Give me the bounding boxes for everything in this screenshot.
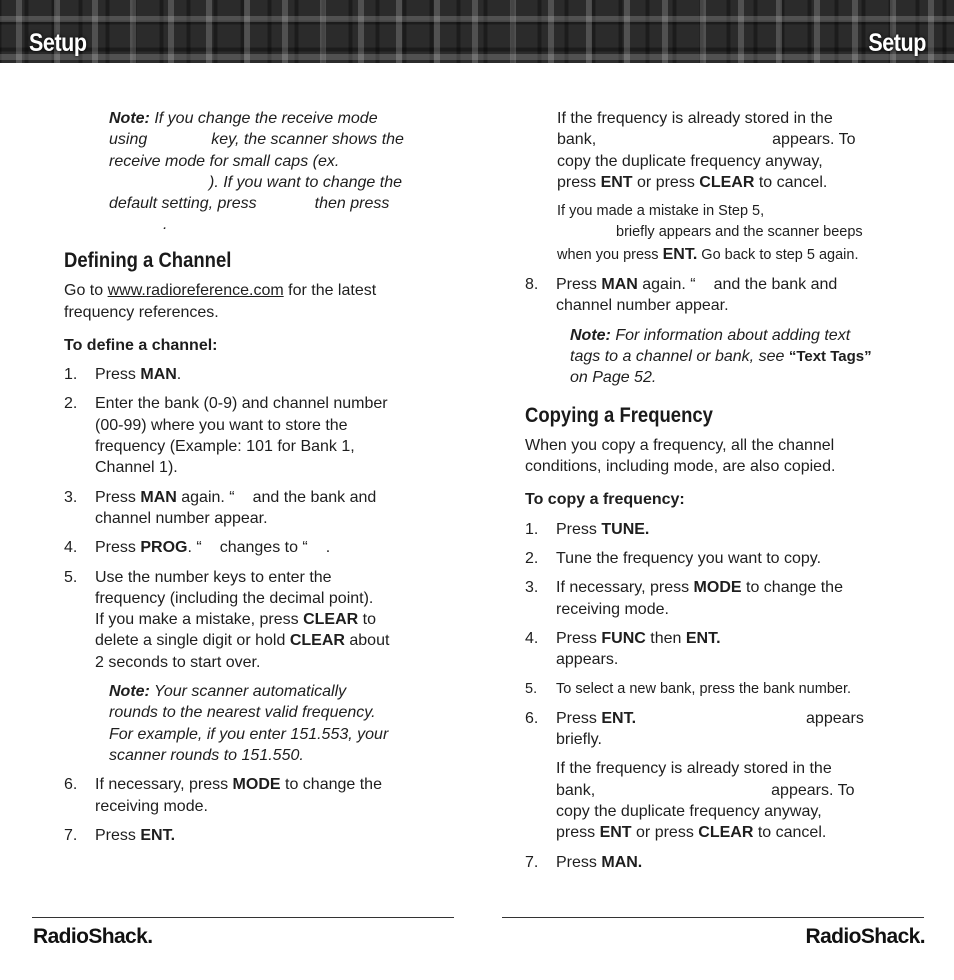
step-number: 1. bbox=[525, 520, 539, 538]
step-text: appears bbox=[806, 709, 864, 727]
step-number: 2. bbox=[64, 395, 78, 413]
step-text: 2 seconds to start over. bbox=[95, 653, 261, 671]
key-name: CLEAR bbox=[698, 824, 754, 842]
note-text: receive mode for small caps (ex. bbox=[109, 152, 340, 170]
body-text: appears. To bbox=[772, 131, 856, 149]
step-number: 8. bbox=[525, 276, 539, 294]
list-item bbox=[64, 393, 434, 478]
list-item bbox=[64, 487, 434, 530]
step-number: 3. bbox=[64, 488, 78, 506]
step-text: To select a new bank, press the bank number. bbox=[556, 680, 852, 697]
step-text: (00-99) where you want to store the bbox=[95, 416, 348, 434]
body-text: press bbox=[557, 173, 597, 191]
step-text: again. “ bbox=[181, 488, 235, 506]
page-title-left: Setup bbox=[29, 29, 87, 57]
body-text: press bbox=[556, 824, 596, 842]
note-text: then press bbox=[314, 195, 390, 213]
key-name: CLEAR bbox=[289, 632, 345, 650]
step-number: 5. bbox=[64, 568, 78, 586]
note-label: Note: bbox=[109, 683, 150, 701]
list-item bbox=[64, 537, 434, 558]
step-text: Press bbox=[95, 366, 136, 384]
step-number: 1. bbox=[64, 366, 78, 384]
key-name: MAN bbox=[140, 366, 177, 384]
step-text: frequency (Example: 101 for Bank 1, bbox=[95, 438, 355, 456]
key-name: PROG bbox=[140, 539, 188, 557]
intro-text: conditions, including mode, are also copied. bbox=[525, 458, 836, 476]
step-text: to bbox=[362, 611, 376, 629]
step-number: 4. bbox=[525, 629, 539, 647]
continuation-block bbox=[556, 758, 905, 843]
header-banner bbox=[0, 0, 954, 63]
key-name: ENT bbox=[599, 824, 632, 842]
step-text: to change the bbox=[746, 579, 843, 597]
key-name: ENT. bbox=[662, 245, 698, 263]
right-column bbox=[525, 108, 905, 873]
step-text: briefly. bbox=[556, 731, 602, 749]
step-text: channel number appear. bbox=[95, 509, 268, 527]
step-text: If necessary, press bbox=[95, 776, 229, 794]
step-number: 7. bbox=[64, 826, 78, 844]
key-name: CLEAR bbox=[699, 173, 755, 191]
step-text: about bbox=[349, 632, 390, 650]
step-text: to change the bbox=[285, 776, 382, 794]
body-text: If the frequency is already stored in the bbox=[557, 110, 833, 127]
step-text: Press bbox=[556, 853, 597, 871]
intro-text: frequency references. bbox=[64, 303, 219, 321]
body-text: when you press bbox=[557, 246, 659, 263]
step-text: . “ bbox=[187, 539, 202, 557]
step-number: 7. bbox=[525, 853, 539, 871]
left-note-block bbox=[109, 108, 439, 236]
body-text: bank, bbox=[557, 131, 597, 149]
key-name: ENT. bbox=[140, 826, 176, 844]
step-text: receiving mode. bbox=[556, 600, 669, 618]
step-text: Tune the frequency you want to copy. bbox=[556, 550, 822, 568]
list-item bbox=[525, 679, 905, 700]
step-text: Use the number keys to enter the bbox=[95, 568, 332, 586]
list-item bbox=[525, 852, 905, 873]
body-text: copy the duplicate frequency anyway, bbox=[557, 152, 823, 170]
step-number: 6. bbox=[525, 709, 539, 727]
key-name: MODE bbox=[232, 776, 281, 794]
note-label: Note: bbox=[570, 326, 611, 344]
key-name: CLEAR bbox=[303, 611, 359, 629]
note-block bbox=[556, 325, 905, 389]
continuation-block bbox=[525, 108, 905, 266]
step-text: . bbox=[325, 539, 331, 557]
brand-name: RadioShack bbox=[33, 925, 148, 948]
step-text: Press bbox=[556, 520, 597, 538]
note-text: rounds to the nearest valid frequency. bbox=[109, 704, 376, 722]
step-text: Press bbox=[95, 539, 136, 557]
section-heading-defining-channel: Defining a Channel bbox=[64, 249, 232, 272]
list-item bbox=[525, 577, 905, 620]
note-text: key, the scanner shows the bbox=[211, 131, 404, 149]
key-name: ENT. bbox=[685, 629, 721, 647]
step-number: 5. bbox=[525, 680, 538, 697]
list-item bbox=[64, 825, 434, 846]
step-text: Press bbox=[556, 709, 597, 727]
footer-divider-left bbox=[32, 917, 454, 918]
note-text: tags to a channel or bank, see bbox=[570, 347, 785, 365]
key-name: ENT bbox=[600, 173, 633, 191]
key-name: MAN. bbox=[601, 853, 643, 871]
note-text: on Page 52. bbox=[570, 369, 657, 387]
step-text: appears. bbox=[556, 651, 619, 669]
intro-text: Go to bbox=[64, 282, 104, 300]
brand-dot: . bbox=[919, 925, 925, 948]
step-text: channel number appear. bbox=[556, 297, 729, 315]
body-text: or press bbox=[636, 824, 694, 842]
intro-text: When you copy a frequency, all the channel bbox=[525, 436, 835, 454]
brand-dot: . bbox=[147, 925, 153, 948]
note-text: . bbox=[163, 216, 168, 234]
note-text: For information about adding text bbox=[615, 326, 851, 344]
body-text: copy the duplicate frequency anyway, bbox=[556, 803, 822, 821]
note-text: Your scanner automatically bbox=[154, 683, 347, 701]
body-text: to cancel. bbox=[757, 824, 827, 842]
step-text: . bbox=[176, 366, 182, 384]
note-text: If you change the receive mode bbox=[154, 110, 378, 127]
procedure-title: To copy a frequency: bbox=[525, 491, 685, 509]
step-text: Channel 1). bbox=[95, 459, 178, 477]
key-name: TUNE. bbox=[601, 520, 650, 538]
left-section-define bbox=[64, 250, 434, 846]
step-number: 3. bbox=[525, 579, 539, 597]
body-text: If the frequency is already stored in the bbox=[556, 760, 832, 778]
body-text: bank, bbox=[556, 781, 596, 799]
key-name: MAN bbox=[140, 488, 177, 506]
note-label: Note: bbox=[109, 110, 150, 127]
body-text: Go back to step 5 again. bbox=[701, 246, 859, 263]
step-text: Enter the bank (0-9) and channel number bbox=[95, 395, 388, 413]
step-text: frequency (including the decimal point). bbox=[95, 589, 374, 607]
key-name: MAN bbox=[601, 276, 638, 294]
step-text: Press bbox=[556, 276, 597, 294]
step-text: then bbox=[650, 629, 682, 647]
step-text: If necessary, press bbox=[556, 579, 690, 597]
footer-divider-right bbox=[502, 917, 924, 918]
note-text: default setting, press bbox=[109, 195, 257, 213]
mistake-tip bbox=[557, 201, 905, 266]
note-block bbox=[95, 681, 434, 766]
brand-name: RadioShack bbox=[805, 925, 920, 948]
step-text: changes to “ bbox=[219, 539, 308, 557]
intro-text: for the latest bbox=[288, 282, 377, 300]
list-item bbox=[525, 708, 905, 844]
list-item bbox=[64, 567, 434, 767]
body-text: appears. To bbox=[771, 781, 855, 799]
step-text: Press bbox=[95, 826, 136, 844]
list-item bbox=[525, 519, 905, 540]
step-text: Press bbox=[556, 629, 597, 647]
body-text: to cancel. bbox=[758, 173, 828, 191]
list-item bbox=[525, 274, 905, 388]
page-title-right: Setup bbox=[868, 29, 926, 57]
step-text: delete a single digit or hold bbox=[95, 632, 286, 650]
section-heading-copying-frequency: Copying a Frequency bbox=[525, 403, 713, 427]
list-item bbox=[64, 774, 434, 817]
radioshack-logo-right bbox=[806, 925, 925, 949]
step-text: and the bank and bbox=[252, 488, 377, 506]
note-text: using bbox=[109, 131, 148, 149]
radioreference-link[interactable]: www.radioreference.com bbox=[107, 282, 284, 300]
body-text: or press bbox=[637, 173, 695, 191]
step-number: 2. bbox=[525, 550, 539, 568]
list-item bbox=[525, 628, 905, 671]
key-name: ENT. bbox=[601, 709, 637, 727]
body-text: briefly appears and the scanner beeps bbox=[616, 224, 863, 241]
step-number: 4. bbox=[64, 539, 78, 557]
step-text: again. “ bbox=[642, 276, 696, 294]
note-text: ). If you want to change the bbox=[209, 173, 403, 191]
step-number: 6. bbox=[64, 776, 78, 794]
list-item bbox=[64, 364, 434, 385]
procedure-title: To define a channel: bbox=[64, 336, 218, 354]
step-text: and the bank and bbox=[713, 276, 838, 294]
radioshack-logo-left bbox=[33, 925, 152, 949]
list-item bbox=[525, 548, 905, 569]
note-text: scanner rounds to 151.550. bbox=[109, 746, 304, 764]
step-text: If you make a mistake, press bbox=[95, 611, 299, 629]
text-tags-reference-link[interactable]: “Text Tags” bbox=[788, 347, 872, 365]
step-text: Press bbox=[95, 488, 136, 506]
key-name: MODE bbox=[693, 579, 742, 597]
step-text: receiving mode. bbox=[95, 797, 208, 815]
body-text: If you made a mistake in Step 5, bbox=[557, 203, 765, 220]
note-text: For example, if you enter 151.553, your bbox=[109, 725, 389, 743]
key-name: FUNC bbox=[601, 629, 646, 647]
